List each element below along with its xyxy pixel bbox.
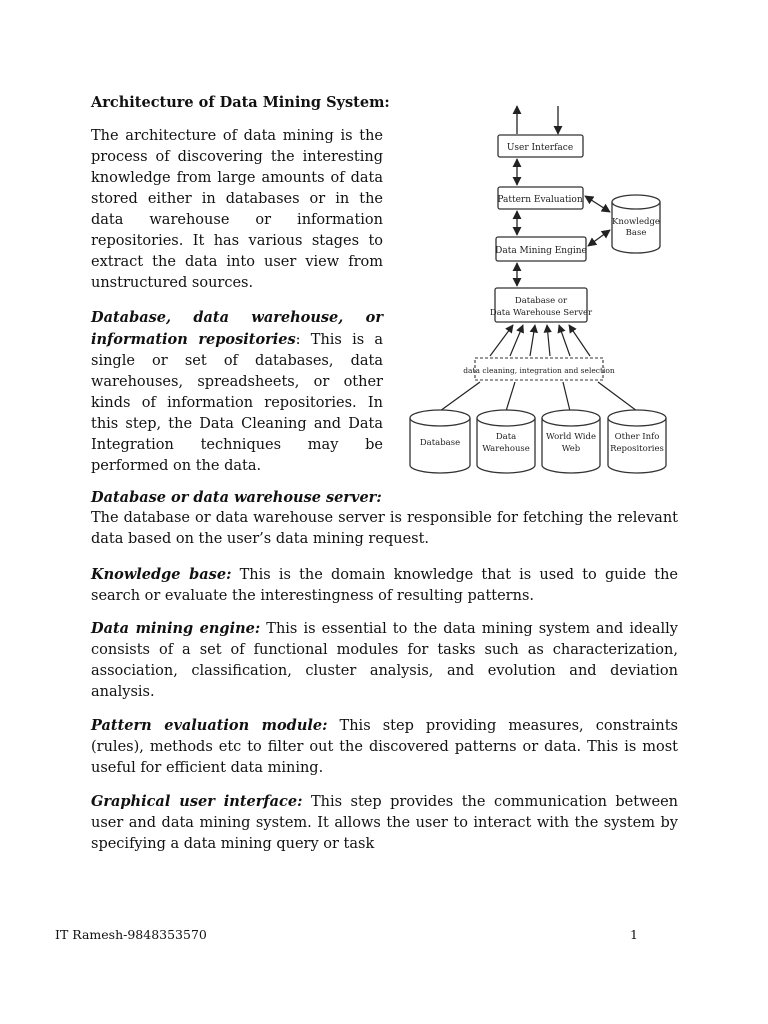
- section-text: This step providing measures, constraints (rules), methods etc to filter out the discovered patterns or data. This is most useful for efficient data mining.: [91, 718, 678, 776]
- data-warehouse-label-1: Data: [495, 432, 517, 442]
- server-label-1: Database or: [514, 296, 568, 306]
- knowledge-base-label-2: Base: [625, 228, 647, 238]
- cleaning-label: data cleaning, integration and selection: [463, 366, 615, 375]
- other-info-label-1: Other Info: [614, 432, 660, 442]
- section-mining-engine: [91, 618, 678, 703]
- section-text: This is the domain knowledge that is used to guide the search or evaluate the interestingness of resulting patterns.: [91, 567, 678, 604]
- architecture-diagram: [405, 100, 685, 480]
- data-mining-engine-label: Data Mining Engine: [495, 246, 587, 256]
- section-text: This is a single or set of databases, data warehouses, spreadsheets, or other kinds of information repositories. In this step, the Data Cleaning and Data Integration techniques may be performed on the data.: [91, 332, 384, 474]
- term-separator: :: [295, 332, 311, 348]
- section-repositories: [91, 307, 383, 477]
- other-info-label-2: Repositories: [610, 444, 664, 454]
- section-term: Database or data warehouse server:: [91, 489, 382, 506]
- server-label-2: Data Warehouse Server: [489, 308, 593, 318]
- section-knowledge-base: [91, 564, 678, 607]
- section-term: Knowledge base:: [91, 566, 232, 583]
- section-term: Pattern evaluation module:: [91, 717, 328, 734]
- knowledge-base-label-1: Knowledge: [612, 217, 660, 227]
- section-text: The database or data warehouse server is responsible for fetching the relevant data based on the user’s data mining request.: [91, 510, 678, 547]
- user-interface-label: User Interface: [506, 143, 574, 153]
- section-text: This step provides the communication between user and data mining system. It allows the user to interact with the system by specifying a data mining query or task: [91, 794, 679, 852]
- section-term: Graphical user interface:: [91, 793, 303, 810]
- section-server: [91, 487, 678, 550]
- section-term: Data mining engine:: [91, 620, 261, 637]
- footer-author: IT Ramesh-9848353570: [55, 927, 207, 942]
- page-title: Architecture of Data Mining System:: [91, 94, 390, 111]
- www-label-1: World Wide: [546, 432, 596, 442]
- database-label: Database: [419, 438, 461, 448]
- section-gui: [91, 791, 678, 855]
- pattern-evaluation-label: Pattern Evaluation: [497, 195, 583, 205]
- section-pattern-evaluation: [91, 715, 678, 779]
- www-label-2: Web: [561, 444, 581, 454]
- data-warehouse-label-2: Warehouse: [482, 444, 530, 454]
- page-number: 1: [630, 927, 638, 942]
- section-text: This is essential to the data mining system and ideally consists of a set of functional modules for tasks such as characterization, association, classification, cluster analysis, and evolution and deviation analysis.: [91, 621, 679, 700]
- section-term: Database, data warehouse, or information repositories: [91, 309, 383, 348]
- intro-paragraph: The architecture of data mining is the process of discovering the interesting knowledge from large amounts of data stored either in databases or in the data warehouse or information repositories. It has various stages to extract the data into user view from unstructured sources.: [91, 128, 383, 291]
